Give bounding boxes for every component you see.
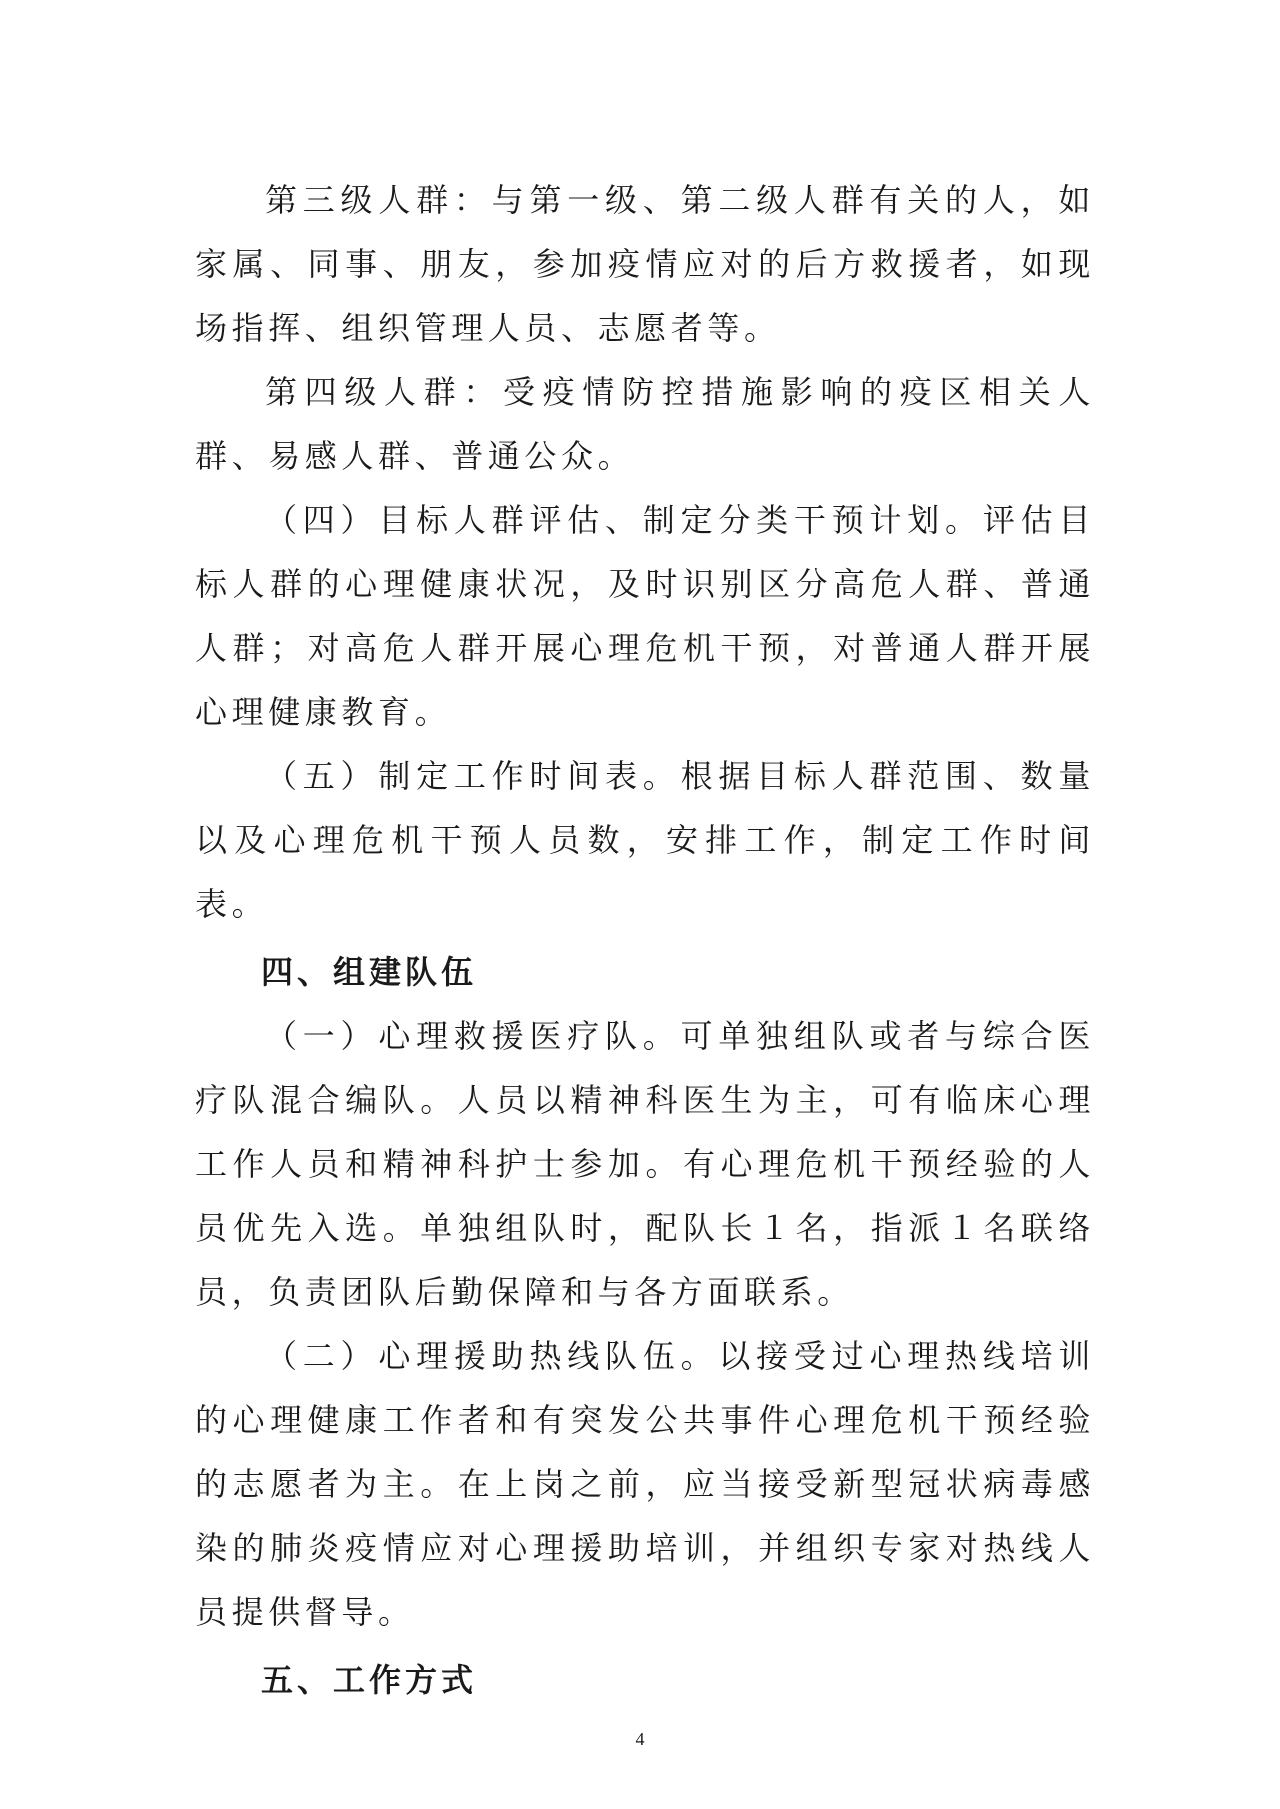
paragraph-work-schedule: （五）制定工作时间表。根据目标人群范围、数量以及心理危机干预人员数，安排工作，制定工作时间表。 xyxy=(195,757,1095,923)
section-heading-team-building: 四、组建队伍 xyxy=(261,953,478,991)
section-heading-work-methods: 五、工作方式 xyxy=(261,1661,478,1699)
paragraph-fourth-level-group: 第四级人群：受疫情防控措施影响的疫区相关人群、易感人群、普通公众。 xyxy=(195,373,1095,475)
paragraph-target-group-assessment: （四）目标人群评估、制定分类干预计划。评估目标人群的心理健康状况，及时识别区分高危人群、普通人群；对高危人群开展心理危机干预，对普通人群开展心理健康教育。 xyxy=(195,501,1095,731)
document-body xyxy=(195,168,1095,1712)
paragraph-psychological-rescue-team: （一）心理救援医疗队。可单独组队或者与综合医疗队混合编队。人员以精神科医生为主，可有临床心理工作人员和精神科护士参加。有心理危机干预经验的人员优先入选。单独组队时，配队长１名，指派１名联络员，负责团队后勤保障和与各方面联系。 xyxy=(195,1017,1095,1311)
page-number: 4 xyxy=(635,1729,645,1749)
paragraph-third-level-group: 第三级人群：与第一级、第二级人群有关的人，如家属、同事、朋友，参加疫情应对的后方救援者，如现场指挥、组织管理人员、志愿者等。 xyxy=(195,181,1095,347)
paragraph-hotline-team: （二）心理援助热线队伍。以接受过心理热线培训的心理健康工作者和有突发公共事件心理危机干预经验的志愿者为主。在上岗之前，应当接受新型冠状病毒感染的肺炎疫情应对心理援助培训，并组织专家对热线人员提供督导。 xyxy=(195,1337,1095,1631)
